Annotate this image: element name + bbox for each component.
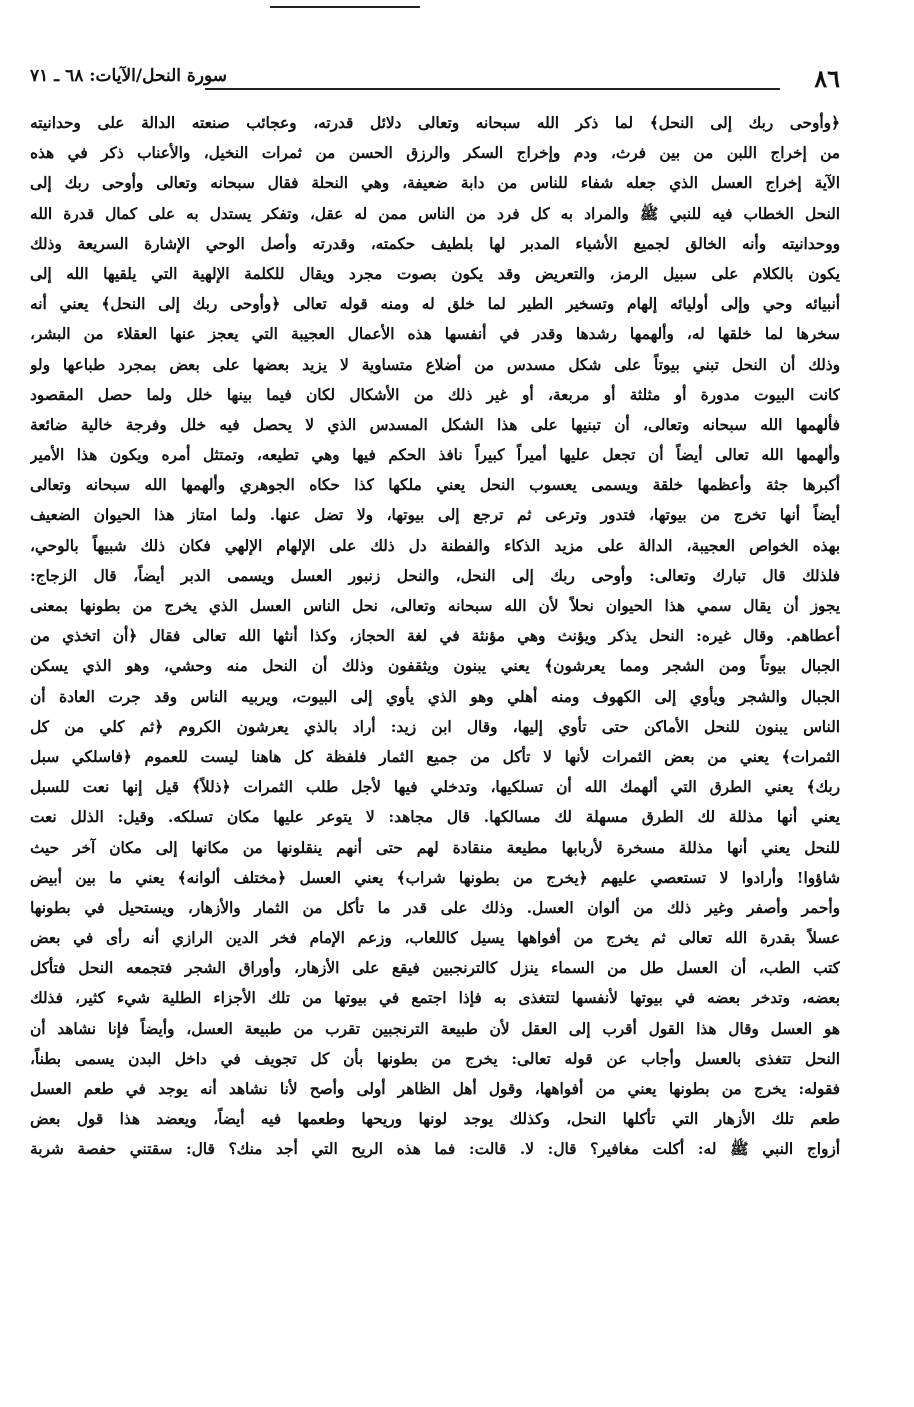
text-line: الجبال والشجر ويأوي إلى الكهوف ومنه أهلي وهو الذي يأوي إلى البيوت، ويربيه الناس وقد جرت العادة أن bbox=[30, 687, 840, 706]
text-line: النحل الخطاب فيه للنبي ﷺ والمراد به كل فرد من الناس ممن له عقل، وتفكر يستدل به على كمال قدرة الله bbox=[30, 204, 840, 223]
text-line: أزواج النبي ﷺ له: أكلت مغافير؟ قال: لا. قالت: فما هذه الريح التي أجد منك؟ قال: سقتني حفصة شربة bbox=[30, 1140, 840, 1159]
text-line: الجبال بيوتاً ومن الشجر ومما يعرشون﴾ يعني يبنون ويثقفون وذلك أن النحل منه وحشي، وهو الذي يسكن bbox=[30, 657, 840, 676]
text-line: للنحل يعني أنها مذللة مسخرة لأربابها مطيعة منقادة لهم حتى أنهم ينقلونها من مكانها إلى مكان آخر حيث bbox=[30, 838, 840, 857]
text-line: يجوز أن يقال سمي هذا الحيوان نحلاً لأن الله سبحانه وتعالى، نحل الناس العسل الذي يخرج من بطونها بمعنى bbox=[30, 597, 840, 615]
text-line: عسلاً بقدرة الله تعالى ثم يخرج من أفواهها يسيل كاللعاب، وزعم الإمام فخر الدين الرازي أنه رأى في بعض bbox=[30, 929, 840, 948]
text-line: يعني أنها مذللة لك الطرق مسهلة لك مسالكها. قال مجاهد: لا يتوعر عليها مكان تسلكه. وقيل: الذلل نعت bbox=[30, 808, 840, 827]
text-line: فقوله: يخرج من بطونها يعني من أفواهها، وقول أهل الظاهر أولى وأصح لأنا نشاهد أنه يوجد في طعم العسل bbox=[30, 1080, 840, 1098]
text-line: وذلك أن النحل تبني بيوتاً على شكل مسدس من أضلاع متساوية لا يزيد بعضها على بعض بمجرد طباعها ولو bbox=[30, 355, 840, 374]
text-line: أكبرها جثة وأعظمها خلقة ويسمى يعسوب النحل يعني ملكها كذا حكاه الجوهري وألهمها الله سبحانه وتعالى bbox=[30, 476, 840, 495]
text-line: من إخراج اللبن من بين فرث، ودم وإخراج السكر والرزق الحسن من ثمرات النخيل، والأعناب ذكر في هذه bbox=[30, 144, 840, 163]
page-body bbox=[30, 108, 840, 1165]
text-line: أيضاً أنها تخرج من بيوتها، فتدور وترعى ثم ترجع إلى بيوتها، ولا تضل عنها. ولما امتاز هذا الحيوان الضعيف bbox=[30, 506, 840, 525]
text-line: الثمرات﴾ يعني من بعض الثمرات لأنها لا تأكل من جميع الثمار فلفظة كل هاهنا ليست للعموم ﴿فاسلكي سبل bbox=[30, 747, 840, 766]
text-line: بعضه، وتدخر بعضه في بيوتها لأنفسها لتتغذى به فإذا اجتمع في بيوتها من تلك الأجزاء الطلية شيء كثير، فذلك bbox=[30, 989, 840, 1008]
text-line: النحل تتغذى بالعسل وأجاب عن قوله تعالى: يخرج من بطونها بأن كل تجويف في داخل البدن يسمى بطناً، bbox=[30, 1049, 840, 1068]
text-line: ووحدانيته وأنه الخالق لجميع الأشياء المدبر لها بلطيف حكمته، وقدرته وأصل الوحي الإشارة السريعة وذلك bbox=[30, 234, 840, 253]
surah-title: سورة النحل/الآيات: ٦٨ ـ ٧١ bbox=[30, 66, 228, 86]
page-header bbox=[30, 64, 840, 104]
text-line: وأحمر وأصفر وغير ذلك من ألوان العسل. وذلك على قدر ما تأكل من الثمار والأزهار، ويستحيل في بطونها bbox=[30, 898, 840, 917]
text-line: فألهمها الله سبحانه وتعالى، أن تبنيها على هذا الشكل المسدس الذي لا يحصل فيه خلل وفرجة خالية ضائعة bbox=[30, 415, 840, 434]
text-line: سخرها لما خلقها له، وألهمها رشدها وقدر في أنفسها هذه الأعمال العجيبة التي يعجز عنها العقلاء من البشر، bbox=[30, 325, 840, 344]
text-line: أنبيائه وحي وإلى أوليائه إلهام وتسخير الطير لما خلق له ومنه قوله تعالى ﴿وأوحى ربك إلى النحل﴾ يعني أنه bbox=[30, 295, 840, 314]
text-line: ربك﴾ يعني الطرق التي ألهمك الله أن تسلكيها، وتدخلي فيها لأجل طلب الثمرات ﴿ذللاً﴾ قيل إنها نعت للسبل bbox=[30, 778, 840, 797]
top-rule bbox=[270, 6, 420, 8]
text-line: طعم تلك الأزهار التي تأكلها النحل، وكذلك يوجد لونها وريحها وطعمها فيه أيضاً، ويعضد هذا قول بعض bbox=[30, 1110, 840, 1129]
text-line: وألهمها الله تعالى أيضاً أن تجعل عليها أميراً كبيراً نافذ الحكم فيها وهي تطيعه، وتمتثل أمره ويكون هذا الأمير bbox=[30, 446, 840, 465]
text-line: كانت البيوت مدورة أو مثلثة أو مربعة، أو غير ذلك من الأشكال لكان فيما بينها خلل ولما حصل المقصود bbox=[30, 385, 840, 404]
page-number: ٨٦ bbox=[814, 64, 840, 93]
text-line: فلذلك قال تبارك وتعالى: وأوحى ربك إلى النحل، والنحل زنبور العسل ويسمى الدبر أيضاً، قال الزجاج: bbox=[30, 566, 840, 585]
text-line: كتب الطب، أن العسل طل من السماء ينزل كالترنجبين فيقع على الأزهار، وأوراق الشجر فتجمعه النحل فتأكل bbox=[30, 959, 840, 978]
text-line: هو العسل وقال هذا القول أقرب إلى العقل لأن طبيعة الترنجبين تقرب من طبيعة العسل، وأيضاً فإنا نشاهد أن bbox=[30, 1019, 840, 1038]
text-line: الناس يبنون للنحل الأماكن حتى تأوي إليها، وقال ابن زيد: أراد بالذي يعرشون الكروم ﴿ثم كلي من كل bbox=[30, 717, 840, 736]
text-line: بهذه الخواص العجيبة، الدالة على مزيد الذكاء والفطنة دل ذلك على الإلهام الإلهي فكان ذلك شبيهاً بالوحي، bbox=[30, 536, 840, 555]
text-line: يكون بالكلام على سبيل الرمز، والتعريض وقد يكون بصوت مجرد ويقال للكلمة الإلهية التي يلقيها الله إلى bbox=[30, 264, 840, 283]
text-line: ﴿وأوحى ربك إلى النحل﴾ لما ذكر الله سبحانه وتعالى دلائل قدرته، وعجائب صنعته الدالة على وحدانيته bbox=[30, 114, 840, 132]
text-line: الآية إخراج العسل الذي جعله شفاء للناس من دابة ضعيفة، وهي النحلة فقال سبحانه وتعالى وأوحى ربك إلى bbox=[30, 174, 840, 193]
header-rule bbox=[205, 88, 780, 90]
text-line: شاؤوا! وأرادوا لا تستعصي عليهم ﴿يخرج من بطونها شراب﴾ يعني العسل ﴿مختلف ألوانه﴾ يعني ما بين أبيض bbox=[30, 868, 840, 887]
text-line: أعطاهم. وقال غيره: النحل يذكر ويؤنث وهي مؤنثة في لغة الحجاز، وكذا أنثها الله تعالى فقال ﴿أن اتخذي من bbox=[30, 627, 840, 646]
